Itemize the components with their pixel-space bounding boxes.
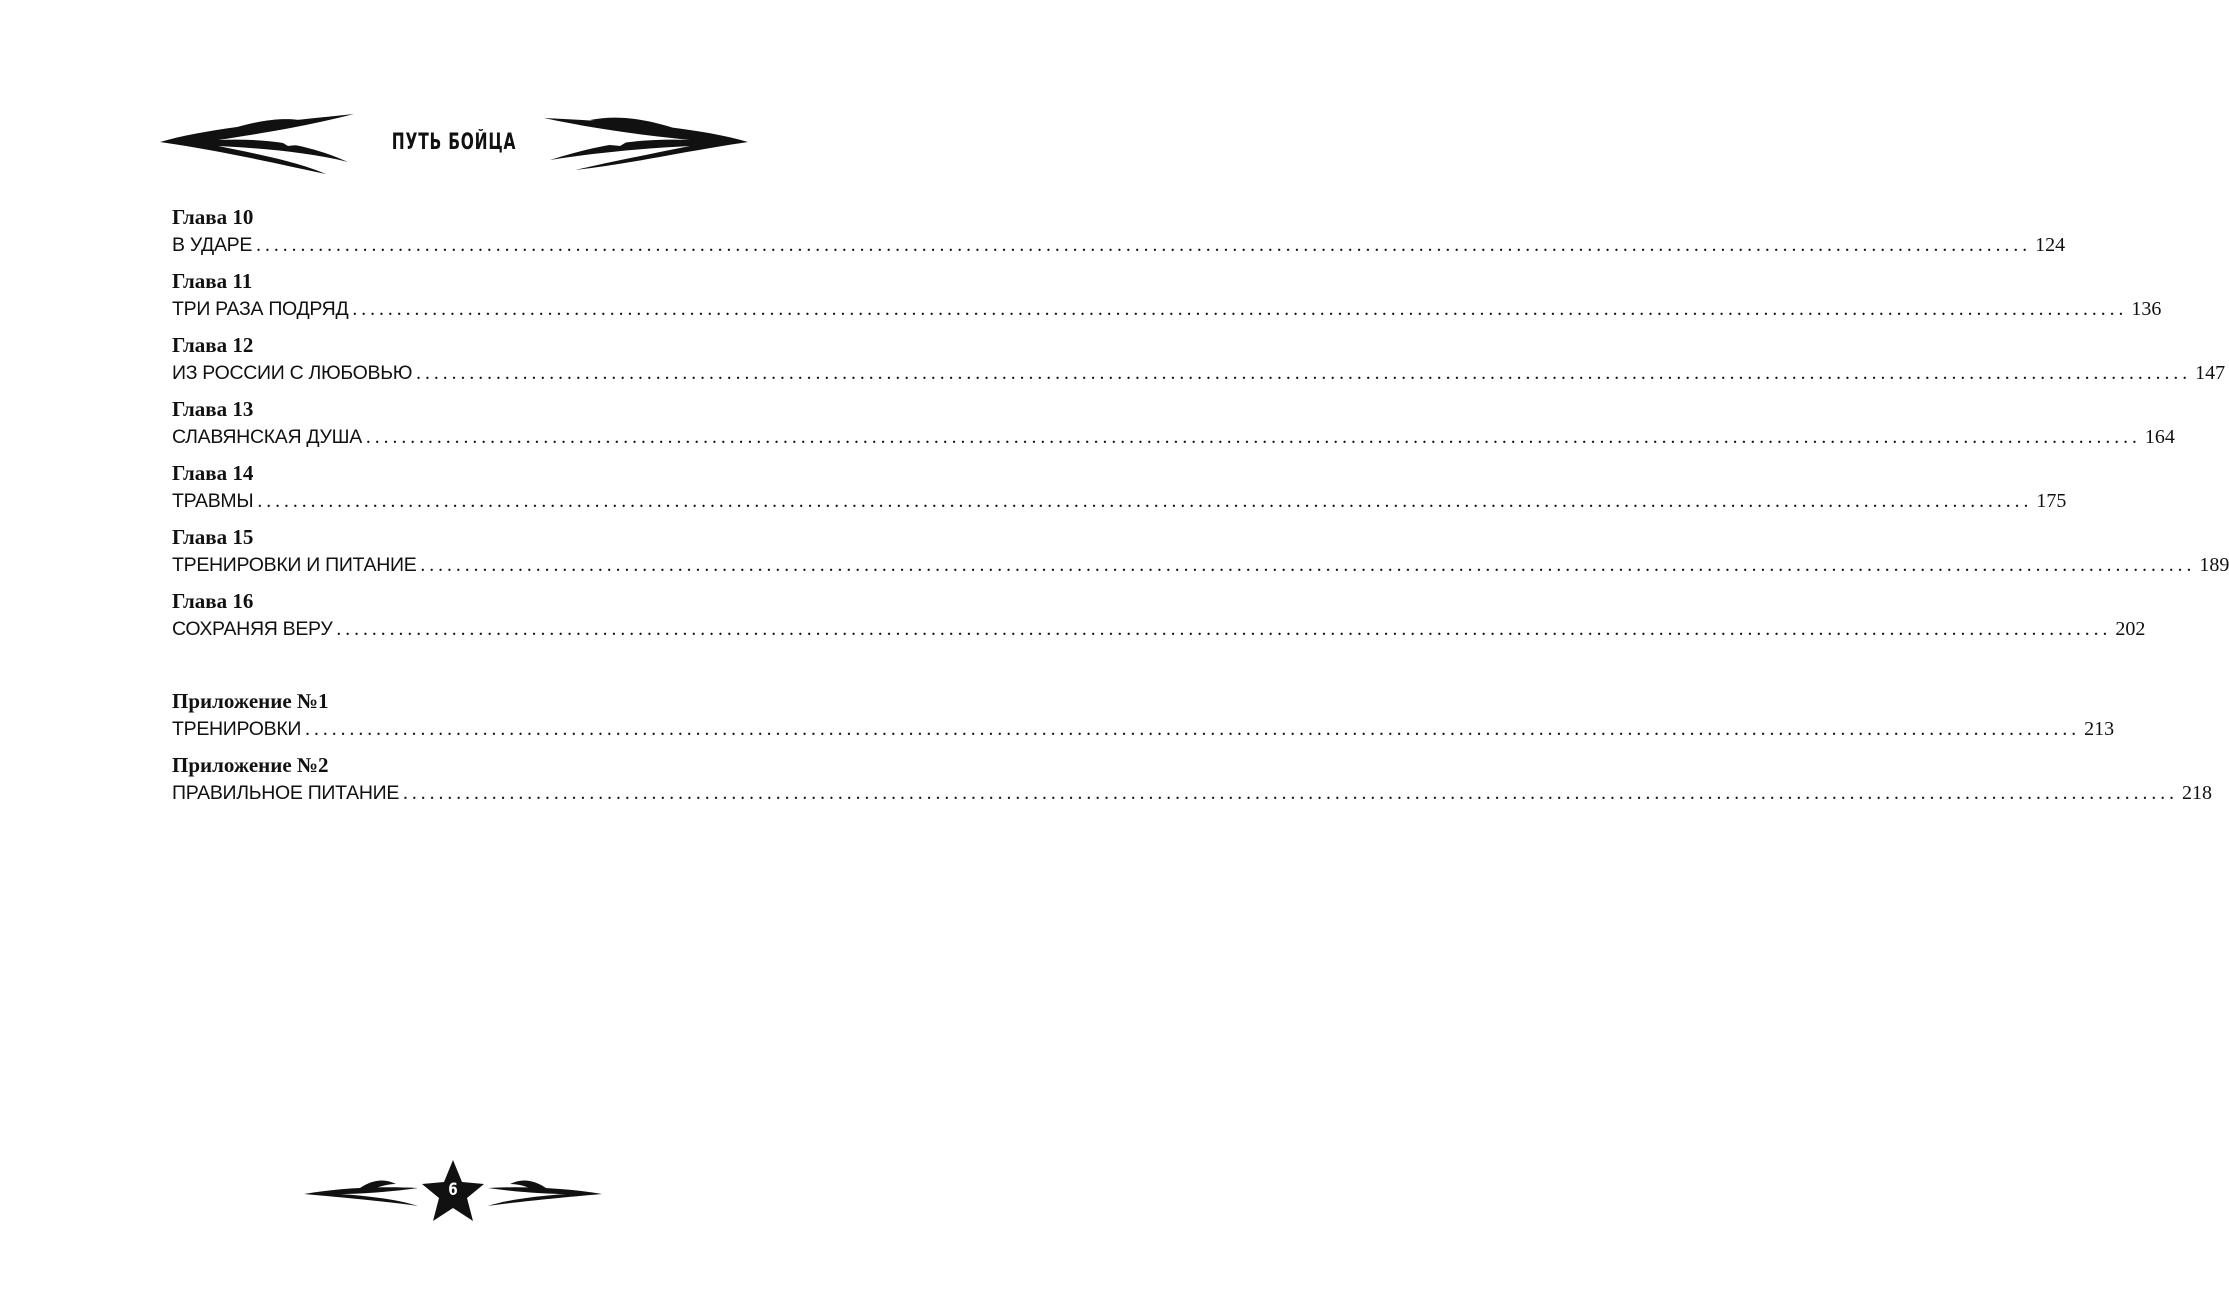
toc-line <box>172 715 2115 743</box>
page-number: 136 <box>2131 298 2162 320</box>
toc-entry[interactable] <box>172 331 2226 387</box>
running-title: ПУТЬ БОЙЦА <box>391 130 517 155</box>
toc-entry-appendix[interactable] <box>172 687 2115 743</box>
appendix-label: Приложение №2 <box>172 753 329 777</box>
chapter-label: Глава 15 <box>172 525 254 549</box>
page-number: 202 <box>2115 618 2146 640</box>
toc-entry[interactable] <box>172 459 2067 515</box>
toc-entry-appendix[interactable] <box>172 751 2213 807</box>
page-number: 164 <box>2144 426 2175 448</box>
toc-line <box>172 295 2162 323</box>
toc-line <box>172 231 2066 259</box>
dot-leader: ........................................................................................................................................................................................................ <box>336 619 2112 640</box>
toc-entry[interactable] <box>172 523 2229 579</box>
page-number: 147 <box>2195 362 2226 384</box>
toc-line <box>172 615 2146 643</box>
chapter-label: Глава 13 <box>172 397 254 421</box>
appendix-title: ПРАВИЛЬНОЕ ПИТАНИЕ <box>172 782 400 804</box>
chapter-label: Глава 10 <box>172 205 254 229</box>
chapter-label: Глава 14 <box>172 461 254 485</box>
chapter-title: СЛАВЯНСКАЯ ДУША <box>172 426 362 448</box>
toc-entry[interactable] <box>172 203 2066 259</box>
page-number: 124 <box>2035 234 2066 256</box>
dot-leader: ........................................................................................................................................................................................................ <box>365 427 2141 448</box>
chapter-label: Глава 11 <box>172 269 253 293</box>
toc-entry[interactable] <box>172 267 2162 323</box>
page-number: 189 <box>2199 554 2229 576</box>
chapter-title: СОХРАНЯЯ ВЕРУ <box>172 618 333 640</box>
dot-leader: ........................................................................................................................................................................................................ <box>257 491 2033 512</box>
toc-entry[interactable] <box>172 395 2175 451</box>
chapter-label: Глава 12 <box>172 333 254 357</box>
toc-line <box>172 551 2229 579</box>
toc-line <box>172 359 2226 387</box>
dot-leader: ........................................................................................................................................................................................................ <box>416 363 2192 384</box>
section-spacer <box>172 651 738 687</box>
chapter-title: В УДАРЕ <box>172 234 253 256</box>
chapter-title: ИЗ РОССИИ С ЛЮБОВЬЮ <box>172 362 413 384</box>
dot-leader: ........................................................................................................................................................................................................ <box>305 719 2081 740</box>
page-number: 218 <box>2182 782 2213 804</box>
page-footer <box>300 1158 606 1224</box>
chapter-title: ТРАВМЫ <box>172 490 254 512</box>
toc-line <box>172 423 2175 451</box>
chapter-title: ТРЕНИРОВКИ И ПИТАНИЕ <box>172 554 417 576</box>
dot-leader: ........................................................................................................................................................................................................ <box>352 299 2128 320</box>
dot-leader: ........................................................................................................................................................................................................ <box>420 555 2196 576</box>
toc-line <box>172 779 2213 807</box>
dot-leader: ........................................................................................................................................................................................................ <box>256 235 2032 256</box>
running-header <box>158 100 750 180</box>
dot-leader: ........................................................................................................................................................................................................ <box>403 783 2179 804</box>
table-of-contents <box>172 203 2229 815</box>
page-number: 213 <box>2084 718 2115 740</box>
page-number: 175 <box>2036 490 2067 512</box>
tribal-ornament-right-icon <box>540 100 750 180</box>
page-number-footer: 6 <box>448 1180 458 1200</box>
appendix-title: ТРЕНИРОВКИ <box>172 718 302 740</box>
appendix-label: Приложение №1 <box>172 689 329 713</box>
chapter-title: ТРИ РАЗА ПОДРЯД <box>172 298 349 320</box>
toc-line <box>172 487 2067 515</box>
toc-entry[interactable] <box>172 587 2146 643</box>
chapter-label: Глава 16 <box>172 589 254 613</box>
